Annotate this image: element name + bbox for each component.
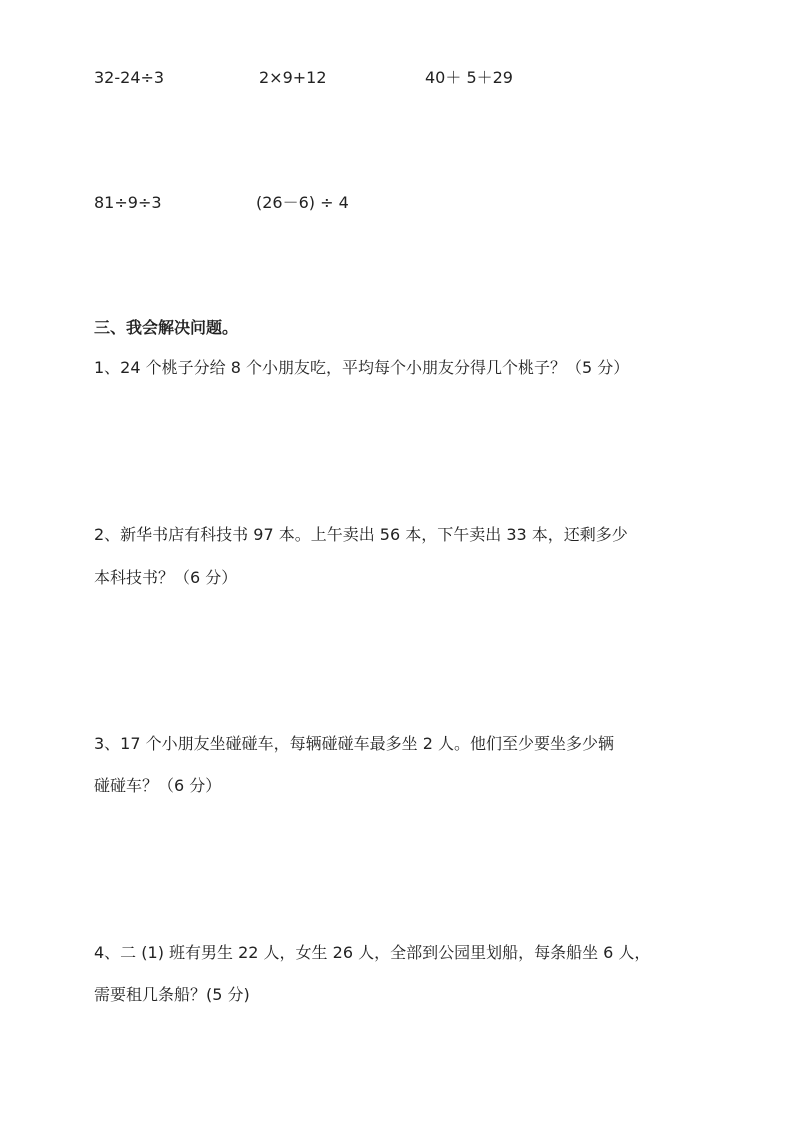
calc-expression: 32-24÷3 [94, 68, 165, 87]
calc-expression: 2×9+12 [259, 68, 327, 87]
question-3-line-1: 3、17 个小朋友坐碰碰车，每辆碰碰车最多坐 2 人。他们至少要坐多少辆 [94, 734, 614, 753]
question-3-line-2: 碰碰车？（6 分） [94, 776, 222, 795]
question-2-line-2: 本科技书？（6 分） [94, 568, 238, 587]
question-1-line-1: 1、24 个桃子分给 8 个小朋友吃，平均每个小朋友分得几个桃子？（5 分） [94, 358, 630, 377]
section-title: 三、我会解决问题。 [94, 318, 239, 337]
question-4-line-2: 需要租几条船？(5 分) [94, 985, 250, 1004]
calc-expression: 81÷9÷3 [94, 193, 162, 212]
calc-expression: (26－6) ÷ 4 [256, 193, 349, 212]
question-2-line-1: 2、新华书店有科技书 97 本。上午卖出 56 本，下午卖出 33 本，还剩多少 [94, 525, 628, 544]
question-4-line-1: 4、二 (1) 班有男生 22 人，女生 26 人，全部到公园里划船，每条船坐 6 人， [94, 943, 651, 962]
calc-expression: 40＋ 5＋29 [425, 68, 513, 87]
